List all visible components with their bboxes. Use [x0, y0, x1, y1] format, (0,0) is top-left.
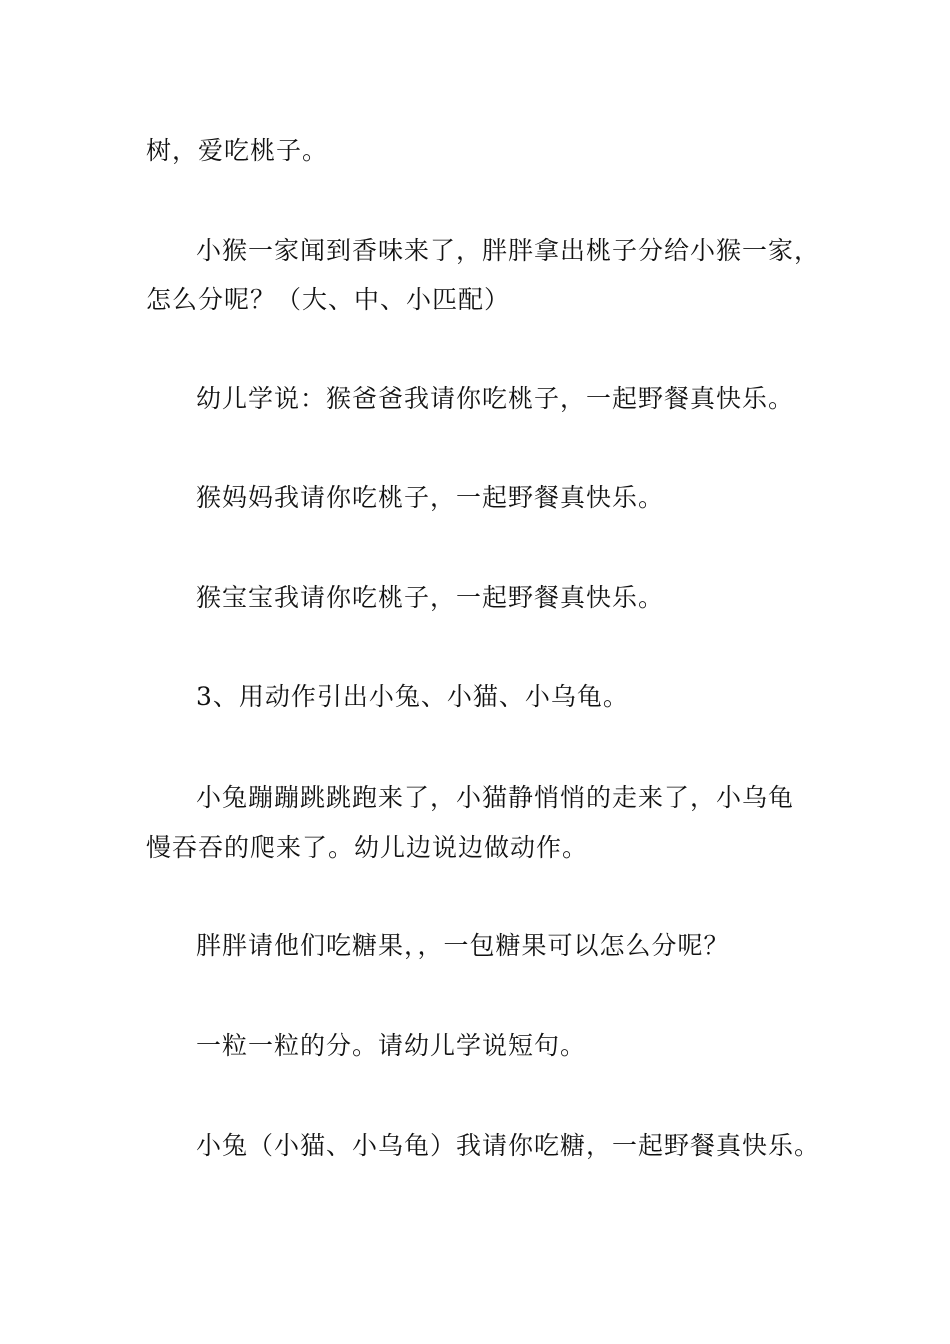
- text-line: 怎么分呢？（大、中、小匹配）: [146, 285, 511, 314]
- text-line: 树，爱吃桃子。: [146, 136, 329, 165]
- text-line: 猴妈妈我请你吃桃子，一起野餐真快乐。: [196, 483, 665, 512]
- text-line: 一粒一粒的分。请幼儿学说短句。: [196, 1031, 587, 1060]
- text-line: 3、用动作引出小兔、小猫、小乌龟。: [196, 682, 629, 711]
- text-line: 慢吞吞的爬来了。幼儿边说边做动作。: [146, 833, 589, 862]
- text-line: 胖胖请他们吃糖果，，一包糖果可以怎么分呢？: [196, 931, 730, 960]
- text-line: 小猴一家闻到香味来了，胖胖拿出桃子分给小猴一家，: [196, 236, 821, 265]
- text-line: 小兔蹦蹦跳跳跑来了，小猫静悄悄的走来了，小乌龟: [196, 783, 795, 812]
- text-line: 小兔（小猫、小乌龟）我请你吃糖，一起野餐真快乐。: [196, 1131, 821, 1160]
- text-line: 幼儿学说：猴爸爸我请你吃桃子，一起野餐真快乐。: [196, 384, 795, 413]
- text-line: 猴宝宝我请你吃桃子，一起野餐真快乐。: [196, 583, 665, 612]
